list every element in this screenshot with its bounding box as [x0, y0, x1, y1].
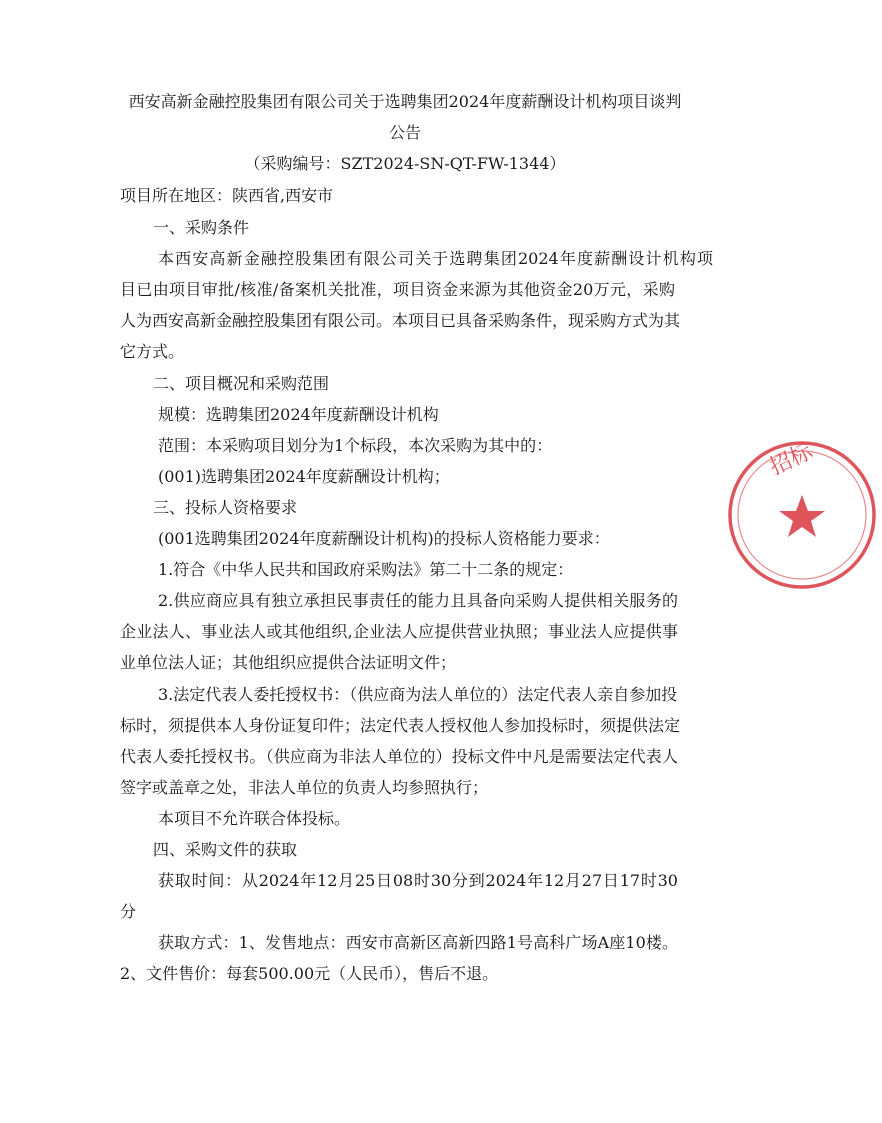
- paragraph-line: 人为西安高新金融控股集团有限公司。本项目已具备采购条件，现采购方式为其: [120, 311, 681, 330]
- paragraph-line: 企业法人、事业法人或其他组织,企业法人应提供营业执照；事业法人应提供事: [120, 622, 678, 641]
- paragraph-line: 范围：本采购项目划分为1个标段，本次采购为其中的：: [158, 436, 553, 455]
- paragraph-line: 代表人委托授权书。（供应商为非法人单位的）投标文件中凡是需要法定代表人: [120, 747, 678, 766]
- paragraph-line: 规模：选聘集团2024年度薪酬设计机构: [158, 405, 439, 424]
- paragraph-line: 2.供应商应具有独立承担民事责任的能力且具备向采购人提供相关服务的: [158, 591, 678, 610]
- paragraph-line: 本项目不允许联合体投标。: [158, 809, 351, 828]
- section-heading: 二、项目概况和采购范围: [153, 374, 330, 393]
- paragraph-line: (001选聘集团2024年度薪酬设计机构)的投标人资格能力要求：: [158, 529, 610, 548]
- paragraph-line: 它方式。: [120, 342, 185, 361]
- paragraph-line: 获取方式：1、发售地点：西安市高新区高新四路1号高科广场A座10楼。: [158, 933, 678, 952]
- title-line-2: 公告: [388, 123, 421, 142]
- paragraph-line: 获取时间：从2024年12月25日08时30分到2024年12月27日17时30: [158, 871, 678, 890]
- paragraph-line: 签字或盖章之处，非法人单位的负责人均参照执行；: [120, 778, 489, 797]
- title-line-1: 西安高新金融控股集团有限公司关于选聘集团2024年度薪酬设计机构项目谈判: [128, 92, 682, 111]
- red-seal-stamp: [722, 435, 882, 595]
- paragraph-line: 目已由项目审批/核准/备案机关批准，项目资金来源为其他资金20万元，采购: [120, 280, 675, 299]
- paragraph-line: 1.符合《中华人民共和国政府采购法》第二十二条的规定：: [158, 560, 574, 579]
- section-heading: 四、采购文件的获取: [153, 840, 298, 859]
- svg-text:招标: 招标: [765, 439, 817, 481]
- paragraph-line: 本西安高新金融控股集团有限公司关于选聘集团2024年度薪酬设计机构项: [158, 249, 713, 268]
- paragraph-line: 3.法定代表人委托授权书：（供应商为法人单位的）法定代表人亲自参加投: [158, 685, 678, 704]
- paragraph-line: 2、文件售价：每套500.00元（人民币），售后不退。: [120, 964, 499, 983]
- paragraph-line: 标时，须提供本人身份证复印件；法定代表人授权他人参加投标时，须提供法定: [120, 716, 681, 735]
- project-location: 项目所在地区：陕西省,西安市: [120, 186, 334, 205]
- section-heading: 一、采购条件: [153, 218, 250, 237]
- paragraph-line: 分: [120, 902, 137, 921]
- section-heading: 三、投标人资格要求: [153, 498, 298, 517]
- paragraph-line: (001)选聘集团2024年度薪酬设计机构；: [158, 467, 450, 486]
- procurement-code: （采购编号：SZT2024-SN-QT-FW-1344）: [244, 154, 566, 173]
- paragraph-line: 业单位法人证；其他组织应提供合法证明文件；: [120, 653, 457, 672]
